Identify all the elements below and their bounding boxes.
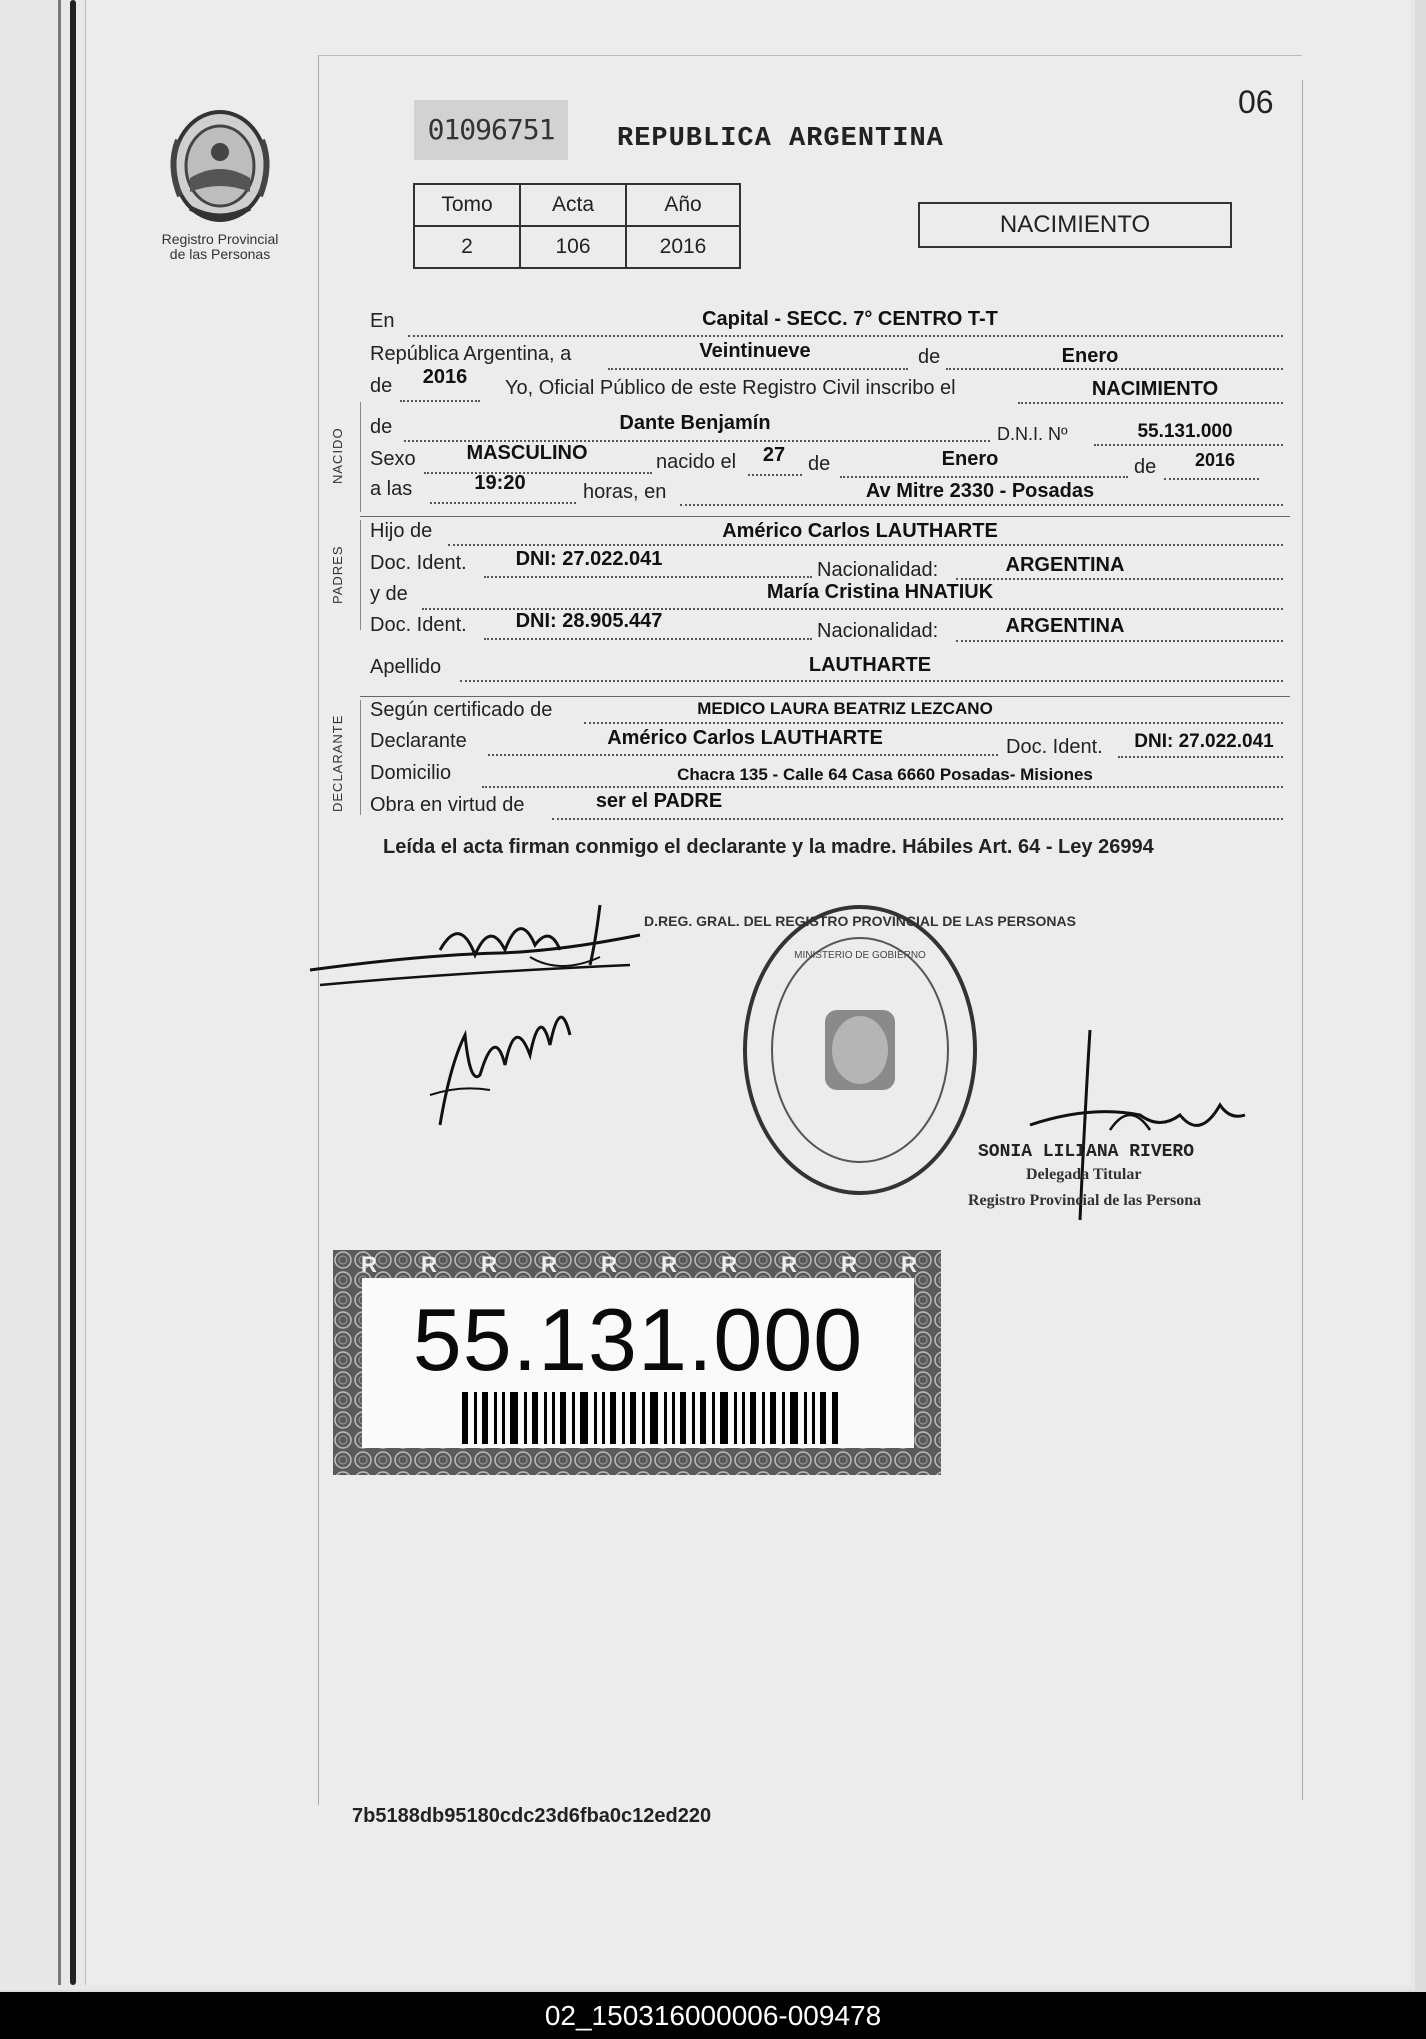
label-doc-ident-1: Doc. Ident. <box>370 552 467 574</box>
pattern-mark: R <box>421 1252 437 1277</box>
value-dni: 55.131.000 <box>1137 421 1233 442</box>
record-table-cell: 2 <box>414 226 520 268</box>
dotted-line <box>552 818 1283 820</box>
value-declarante-doc: DNI: 27.022.041 <box>1134 731 1274 752</box>
registry-caption <box>140 232 300 262</box>
label-inscribo: Yo, Oficial Público de este Registro Civil inscribo el <box>505 377 956 399</box>
official-name: SONIA LILIANA RIVERO <box>978 1142 1195 1162</box>
value-madre-nac: ARGENTINA <box>1005 615 1125 637</box>
label-sexo: Sexo <box>370 448 416 470</box>
value-tipo: NACIMIENTO <box>1091 378 1219 400</box>
binding-edge <box>70 0 76 1985</box>
value-padre-doc: DNI: 27.022.041 <box>515 548 663 570</box>
value-mes: Enero <box>1061 345 1119 367</box>
label-y-de: y de <box>370 583 408 605</box>
dotted-line <box>488 754 998 756</box>
frame-line <box>318 55 1302 56</box>
official-stamp <box>644 900 1076 1200</box>
pattern-mark: R <box>781 1252 797 1277</box>
pattern-mark: R <box>601 1252 617 1277</box>
label-de-dia: de <box>808 453 831 475</box>
country-title: REPUBLICA ARGENTINA <box>617 124 944 154</box>
pattern-mark: R <box>541 1252 557 1277</box>
section-rule <box>360 696 1290 697</box>
section-label-padres: PADRES <box>330 545 345 604</box>
label-de-mes: de <box>918 346 941 368</box>
label-dni: D.N.I. Nº <box>997 424 1068 444</box>
dotted-line <box>680 504 1283 506</box>
section-divider <box>360 700 361 815</box>
frame-line <box>1302 80 1303 1800</box>
value-sexo: MASCULINO <box>466 442 588 464</box>
value-lugar-nac: Av Mitre 2330 - Posadas <box>865 480 1095 502</box>
dotted-line <box>956 578 1283 580</box>
dotted-line <box>484 638 812 640</box>
label-de-anio: de <box>1134 456 1157 478</box>
value-hora: 19:20 <box>474 472 526 494</box>
barcode <box>462 1392 842 1444</box>
value-declarante: Américo Carlos LAUTHARTE <box>607 727 883 749</box>
label-de-year: de <box>370 375 393 397</box>
dotted-line <box>482 786 1283 788</box>
dotted-line <box>430 502 576 504</box>
value-apellido: LAUTHARTE <box>808 654 932 676</box>
file-id-footer: 02_150316000006-009478 <box>0 1992 1426 2039</box>
label-hijo-de: Hijo de <box>370 520 433 542</box>
official-signature <box>1030 1020 1250 1220</box>
closing-text: Leída el acta firman conmigo el declarante y la madre. Hábiles Art. 64 - Ley 26994 <box>383 836 1154 858</box>
record-table <box>413 183 741 269</box>
label-apellido: Apellido <box>370 656 442 678</box>
value-padre: Américo Carlos LAUTHARTE <box>722 520 998 542</box>
serial-number: 01096751 <box>414 100 568 160</box>
value-madre-doc: DNI: 28.905.447 <box>515 610 663 632</box>
label-a-las: a las <box>370 478 413 500</box>
registry-name-line2: de las Personas <box>169 246 271 262</box>
value-dia-letras: Veintinueve <box>699 340 811 362</box>
label-obra: Obra en virtud de <box>370 794 525 816</box>
label-republica: República Argentina, a <box>370 343 572 365</box>
value-anio: 2016 <box>422 366 468 388</box>
record-table-header: Acta <box>520 184 626 226</box>
label-de-nombre: de <box>370 416 393 438</box>
dotted-line <box>1118 756 1283 758</box>
label-en: En <box>370 310 395 332</box>
dotted-line <box>408 335 1283 337</box>
label-segun: Según certificado de <box>370 699 553 721</box>
pattern-mark: R <box>901 1252 917 1277</box>
section-label-declarante: DECLARANTE <box>330 714 345 812</box>
value-dia-nac: 27 <box>762 444 786 466</box>
record-table-cell: 106 <box>520 226 626 268</box>
value-mes-nac: Enero <box>941 448 999 470</box>
section-label-nacido: NACIDO <box>330 427 345 484</box>
value-domicilio: Chacra 135 - Calle 64 Casa 6660 Posadas- Misiones <box>677 765 1093 784</box>
dotted-line <box>840 476 1128 478</box>
id-number: 55.131.000 <box>412 1290 864 1389</box>
dotted-line <box>400 400 480 402</box>
value-obra: ser el PADRE <box>595 790 723 812</box>
record-table-header: Tomo <box>414 184 520 226</box>
dotted-line <box>748 474 802 476</box>
value-anio-nac: 2016 <box>1194 450 1236 470</box>
label-nacionalidad-1: Nacionalidad: <box>817 559 939 581</box>
dotted-line <box>484 576 812 578</box>
province-crest-logo <box>160 100 280 230</box>
pattern-mark: R <box>721 1252 737 1277</box>
record-table-value-row <box>414 226 740 268</box>
pattern-mark: R <box>661 1252 677 1277</box>
pattern-mark: R <box>481 1252 497 1277</box>
value-lugar: Capital - SECC. 7° CENTRO T-T <box>702 308 998 330</box>
official-organization: Registro Provincial de las Persona <box>968 1192 1202 1209</box>
dotted-line <box>946 368 1283 370</box>
pattern-mark: R <box>361 1252 377 1277</box>
label-nacido-el: nacido el <box>656 451 737 473</box>
dotted-line <box>448 544 1283 546</box>
value-padre-nac: ARGENTINA <box>1005 554 1125 576</box>
label-horas-en: horas, en <box>583 481 667 503</box>
record-table-cell: 2016 <box>626 226 740 268</box>
value-nombre: Dante Benjamín <box>619 412 771 434</box>
label-nacionalidad-2: Nacionalidad: <box>817 620 939 642</box>
stamp-inner-text: MINISTERIO DE GOBIERNO <box>794 950 926 961</box>
section-rule <box>360 516 1290 517</box>
page-number: 06 <box>1238 84 1274 120</box>
value-certificado: MEDICO LAURA BEATRIZ LEZCANO <box>697 699 993 718</box>
dotted-line <box>1164 478 1259 480</box>
section-divider <box>360 520 361 630</box>
dotted-line <box>584 722 1283 724</box>
dotted-line <box>1094 444 1283 446</box>
stamp-outer-text: D.REG. GRAL. DEL REGISTRO PROVINCIAL DE LAS PERSONAS <box>644 913 1076 929</box>
dotted-line <box>956 640 1283 642</box>
official-role: Delegada Titular <box>1026 1166 1142 1183</box>
page-edge-shadow <box>58 0 61 1985</box>
registry-name: Registro Provincial <box>161 231 279 247</box>
label-domicilio: Domicilio <box>370 762 452 784</box>
label-doc-ident-2: Doc. Ident. <box>370 614 467 636</box>
document-hash: 7b5188db95180cdc23d6fba0c12ed220 <box>352 1805 712 1827</box>
value-madre: María Cristina HNATIUK <box>766 581 994 603</box>
label-doc-ident-3: Doc. Ident. <box>1006 736 1103 758</box>
record-table-header: Año <box>626 184 740 226</box>
mother-signature <box>420 985 590 1135</box>
dotted-line <box>460 680 1283 682</box>
pattern-mark: R <box>841 1252 857 1277</box>
record-table-header-row <box>414 184 740 226</box>
section-divider <box>360 402 361 512</box>
dotted-line <box>1018 402 1283 404</box>
label-declarante: Declarante <box>370 730 467 752</box>
dotted-line <box>608 368 908 370</box>
record-type-box: NACIMIENTO <box>918 202 1232 248</box>
